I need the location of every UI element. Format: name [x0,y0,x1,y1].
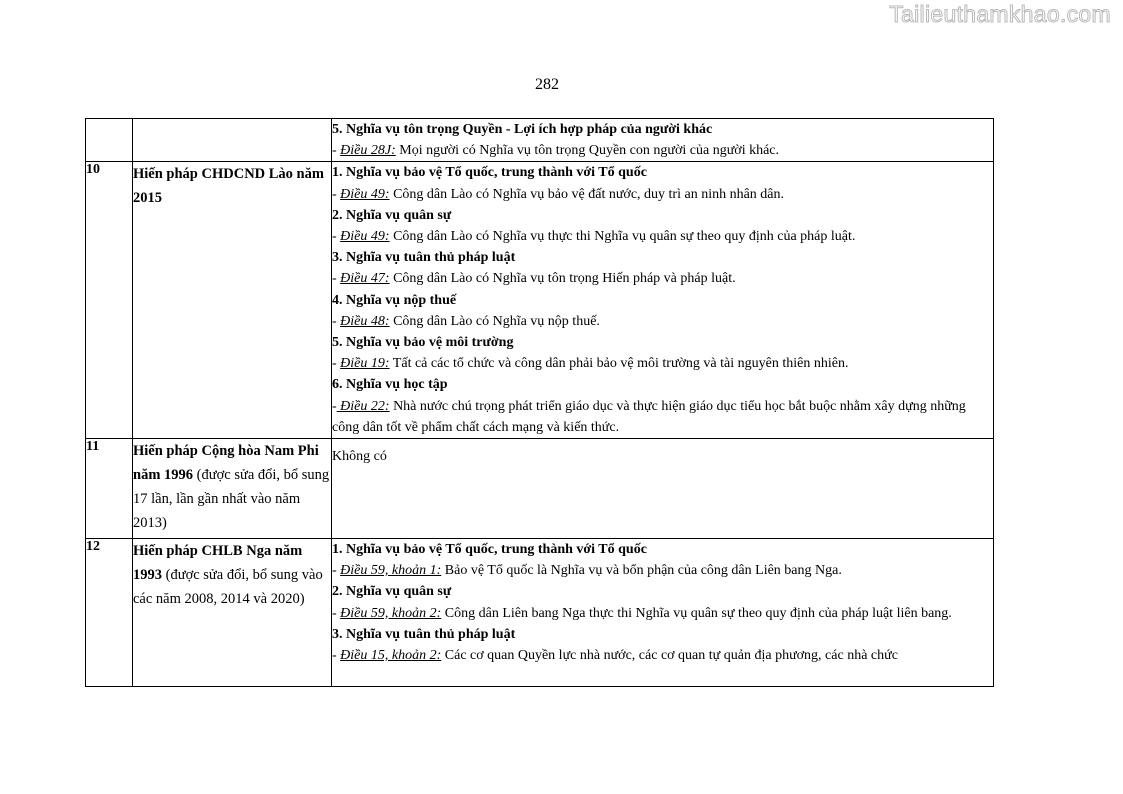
obligation-title: 6. Nghĩa vụ học tập [332,377,448,393]
article-reference: Điều 49: [340,186,390,202]
dash: - [332,313,341,329]
row-number: 10 [86,162,133,439]
constitution-name-bold: Hiến pháp CHLB Nga năm 1993 [133,543,303,584]
obligation-line [332,353,993,374]
table-row [86,162,994,439]
dash: - [332,398,337,414]
table-row [86,119,994,162]
article-text: Bảo vệ Tổ quốc là Nghĩa vụ và bổn phận của công dân Liên bang Nga. [441,563,842,579]
constitution-name [133,539,332,687]
obligations-cell [332,439,994,539]
constitution-name [133,439,332,539]
row-number [86,119,133,162]
obligation-title: 1. Nghĩa vụ bảo vệ Tổ quốc, trung thành với Tổ quốc [332,165,647,181]
obligation-line [332,396,993,438]
article-reference: Điều 47: [340,271,390,287]
page-number: 282 [535,76,559,93]
dash: - [332,563,341,579]
article-reference: Điều 15, khoản 2: [340,648,442,664]
dash: - [332,271,341,287]
row-number: 11 [86,439,133,539]
obligation-title: 3. Nghĩa vụ tuân thủ pháp luật [332,626,516,642]
article-reference: Điều 59, khoản 2: [340,605,442,621]
plain-text: Không có [332,449,387,465]
obligation-line [332,645,993,666]
constitution-obligations-table [85,118,994,687]
obligation-line [332,603,993,624]
constitution-name-bold: Hiến pháp CHDCND Lào năm 2015 [133,166,324,207]
table-row [86,539,994,687]
article-reference: Điều 59, khoản 1: [340,563,442,579]
article-text: Tất cả các tổ chức và công dân phải bảo vệ môi trường và tài nguyên thiên nhiên. [389,356,849,372]
obligation-line [332,268,993,289]
dash: - [332,229,341,245]
obligation-title: 2. Nghĩa vụ quân sự [332,584,452,600]
obligations-cell [332,119,994,162]
constitution-name-bold: Hiến pháp Cộng hòa Nam Phi năm 1996 [133,443,319,484]
article-text: Mọi người có Nghĩa vụ tôn trọng Quyền con người của người khác. [395,143,780,159]
article-reference: Điều 28J: [340,143,396,159]
obligation-line [332,184,993,205]
dash: - [332,143,341,159]
article-text: Các cơ quan Quyền lực nhà nước, các cơ quan tự quản địa phương, các nhà chức [441,648,898,664]
constitution-name [133,119,332,162]
obligation-title: 5. Nghĩa vụ tôn trọng Quyền - Lợi ích hợp pháp của người khác [332,122,713,137]
obligation-line [332,140,993,161]
obligation-title: 5. Nghĩa vụ bảo vệ môi trường [332,335,514,351]
article-text: Công dân Lào có Nghĩa vụ tôn trọng Hiến pháp và pháp luật. [389,271,736,287]
dash: - [332,356,341,372]
dash: - [332,648,341,664]
article-reference: Điều 19: [340,356,390,372]
article-text: Nhà nước chú trọng phát triển giáo dục và thực hiện giáo dục tiểu học bắt buộc nhằm xây dựng những công dân tốt về phẩm chất cách mạng và kiến thức. [332,398,966,435]
constitution-name-note: (được sửa đổi, bổ sung vào các năm 2008, 2014 và 2020) [133,567,323,608]
article-reference: Điều 22: [336,398,390,414]
article-text: Công dân Lào có Nghĩa vụ nộp thuế. [389,313,600,329]
dash: - [332,186,341,202]
article-text: Công dân Liên bang Nga thực thi Nghĩa vụ quân sự theo quy định của pháp luật liên bang. [441,605,952,621]
obligation-title: 3. Nghĩa vụ tuân thủ pháp luật [332,250,516,266]
obligation-line [332,560,993,581]
obligation-title: 1. Nghĩa vụ bảo vệ Tổ quốc, trung thành với Tổ quốc [332,542,647,558]
constitution-name-note: (được sửa đổi, bổ sung 17 lần, lần gần nhất vào năm 2013) [133,467,330,532]
dash: - [332,605,341,621]
row-number: 12 [86,539,133,687]
obligation-line [332,311,993,332]
constitution-name [133,162,332,439]
obligation-title: 2. Nghĩa vụ quân sự [332,207,452,223]
obligation-line [332,226,993,247]
article-text: Công dân Lào có Nghĩa vụ thực thi Nghĩa vụ quân sự theo quy định của pháp luật. [389,229,856,245]
article-reference: Điều 49: [340,229,390,245]
table-row [86,439,994,539]
article-reference: Điều 48: [340,313,390,329]
article-text: Công dân Lào có Nghĩa vụ bảo vệ đất nước, duy trì an ninh nhân dân. [389,186,785,202]
obligations-cell [332,539,994,687]
obligations-cell [332,162,994,439]
watermark: Tailieuthamkhao.com [889,1,1111,27]
obligation-title: 4. Nghĩa vụ nộp thuế [332,292,457,308]
